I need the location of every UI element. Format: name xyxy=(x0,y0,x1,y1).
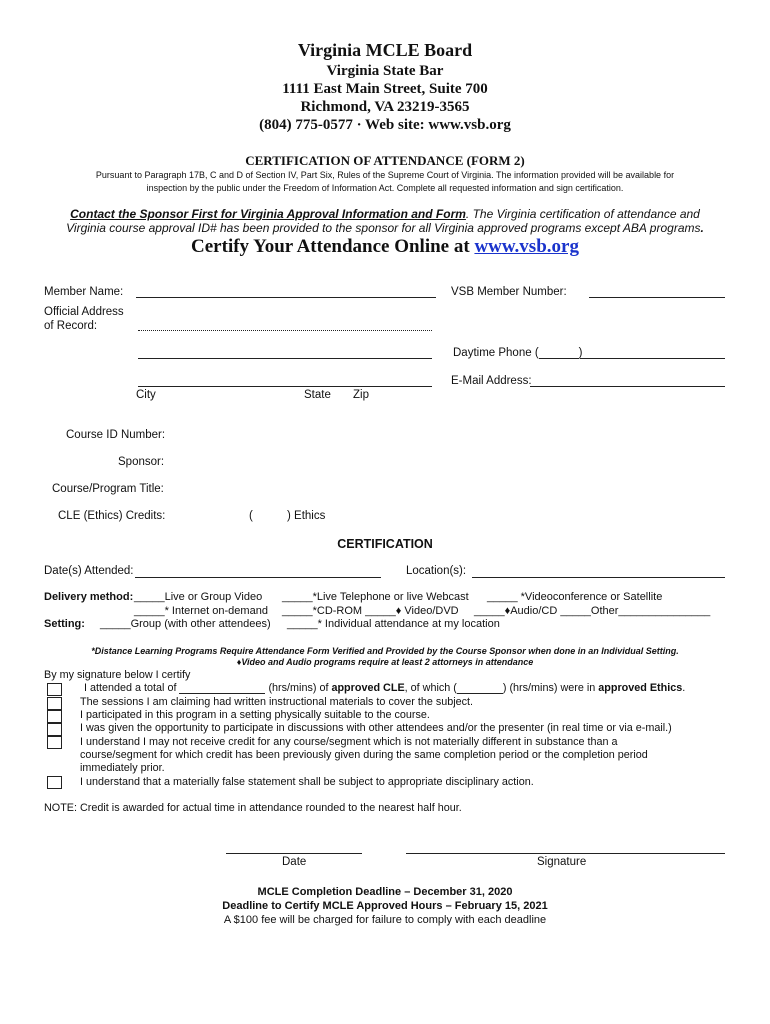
cert-item-credit-line-3: immediately prior. xyxy=(80,762,165,774)
member-name-field[interactable] xyxy=(136,297,436,298)
cert-item-attended-total xyxy=(84,682,685,694)
vsb-number-field[interactable] xyxy=(589,297,725,298)
delivery-cdrom-video-dvd[interactable]: _____*CD-ROM _____♦ Video/DVD xyxy=(282,605,459,617)
cert-item-participation: I was given the opportunity to participate in discussions with other attendees and/or the presenter (in real time or via e-mail.) xyxy=(80,722,672,734)
cert-item-1-text-b: (hrs/mins) of xyxy=(265,682,332,694)
email-label: E-Mail Address: xyxy=(451,375,532,387)
sponsor-notice-rest: . The Virginia certification of attendance and xyxy=(465,207,700,221)
preamble-line-2: inspection by the public under the Freedom of Information Act. Complete all requested information and sign certification. xyxy=(146,183,624,193)
sponsor-notice-emphasis: Contact the Sponsor First for Virginia Approval Information and Form xyxy=(70,207,466,221)
date-signature-field[interactable] xyxy=(226,853,362,854)
checkbox-suitable-setting[interactable] xyxy=(47,710,62,723)
street-address: 1111 East Main Street, Suite 700 xyxy=(282,81,488,97)
approved-cle-text: approved CLE xyxy=(331,682,405,694)
sponsor-notice-line-2 xyxy=(0,221,770,235)
ethics-hours-field[interactable] xyxy=(457,682,503,694)
setting-label: Setting: xyxy=(44,618,85,630)
sponsor-label: Sponsor: xyxy=(118,456,165,468)
checkbox-instructional-materials[interactable] xyxy=(47,697,62,710)
course-id-label: Course ID Number: xyxy=(66,429,166,441)
org-name: Virginia State Bar xyxy=(326,63,444,79)
daytime-phone-text: Daytime Phone ( xyxy=(453,347,539,359)
board-title: Virginia MCLE Board xyxy=(297,40,473,60)
sponsor-notice-period: . xyxy=(700,221,704,235)
daytime-phone-field[interactable] xyxy=(580,358,725,359)
checkbox-participation-opportunity[interactable] xyxy=(47,723,62,736)
sponsor-notice-line-2-text: Virginia course approval ID# has been provided to the sponsor for all Virginia approved programs except ABA programs xyxy=(66,221,701,235)
delivery-live-telephone-webcast[interactable]: _____*Live Telephone or live Webcast xyxy=(282,591,469,603)
sponsor-notice-line-1 xyxy=(0,207,770,221)
cert-item-1-text-e: . xyxy=(682,682,686,694)
cert-item-materials: The sessions I am claiming had written instructional materials to cover the subject. xyxy=(80,696,474,708)
delivery-live-group-video[interactable]: _____Live or Group Video xyxy=(134,591,263,603)
city-caption: City xyxy=(136,389,156,401)
cert-item-setting: I participated in this program in a setting physically suitable to the course. xyxy=(80,709,430,721)
cert-item-1-text-d: ) (hrs/mins) were in xyxy=(502,682,599,694)
contact-line: (804) 775-0577 · Web site: www.vsb.org xyxy=(259,117,511,133)
daytime-phone-close: ) xyxy=(578,347,583,359)
cert-item-credit-line-1: I understand I may not receive credit for any course/segment which is not materially different in substance than a xyxy=(80,736,618,748)
total-hours-field[interactable] xyxy=(179,682,265,694)
city-address: Richmond, VA 23219-3565 xyxy=(300,99,470,115)
address-line-2-field[interactable] xyxy=(138,358,432,359)
delivery-audio-cd-other[interactable]: _____♦Audio/CD _____Other_______________ xyxy=(474,605,711,617)
form-title: CERTIFICATION OF ATTENDANCE (FORM 2) xyxy=(245,153,525,168)
zip-caption: Zip xyxy=(353,389,369,401)
setting-group[interactable]: _____Group (with other attendees) xyxy=(100,618,271,630)
area-code-field[interactable] xyxy=(539,347,579,359)
vsb-number-label: VSB Member Number: xyxy=(451,286,567,298)
completion-deadline: MCLE Completion Deadline – December 31, 2020 xyxy=(257,886,513,898)
city-state-zip-field[interactable] xyxy=(138,386,432,387)
delivery-videoconference-satellite[interactable]: _____ *Videoconference or Satellite xyxy=(487,591,663,603)
dates-attended-field[interactable] xyxy=(135,577,381,578)
certify-online-heading xyxy=(0,236,770,258)
preamble-line-1: Pursuant to Paragraph 17B, C and D of Section IV, Part Six, Rules of the Supreme Court of Virginia. The information provided will be available for xyxy=(95,170,675,180)
dates-attended-label: Date(s) Attended: xyxy=(44,565,134,577)
credit-note: NOTE: Credit is awarded for actual time in attendance rounded to the nearest half hour. xyxy=(44,802,462,814)
late-fee-notice: A $100 fee will be charged for failure to comply with each deadline xyxy=(223,914,547,926)
location-field[interactable] xyxy=(472,577,725,578)
daytime-phone-label xyxy=(453,347,583,359)
delivery-internet-on-demand[interactable]: _____* Internet on-demand xyxy=(134,605,268,617)
delivery-method-label: Delivery method: xyxy=(44,591,134,603)
email-field[interactable] xyxy=(530,386,725,387)
vsb-website-link[interactable]: www.vsb.org xyxy=(474,236,579,257)
certify-online-text: Certify Your Attendance Online at xyxy=(191,236,475,257)
setting-individual[interactable]: _____* Individual attendance at my location xyxy=(287,618,500,630)
state-caption: State xyxy=(304,389,331,401)
location-label: Location(s): xyxy=(406,565,467,577)
address-line-1-field[interactable] xyxy=(138,330,432,331)
checkbox-attended-total[interactable] xyxy=(47,683,62,696)
cert-item-credit-line-2: course/segment for which credit has been previously given during the same completion period or the completion period xyxy=(80,749,648,761)
cert-item-false-statement: I understand that a materially false statement shall be subject to appropriate disciplinary action. xyxy=(80,776,534,788)
video-audio-note: ♦Video and Audio programs require at least 2 attorneys in attendance xyxy=(236,657,534,667)
date-caption: Date xyxy=(282,856,307,868)
distance-learning-note: *Distance Learning Programs Require Attendance Form Verified and Provided by the Course Sponsor when done in an Individual Setting. xyxy=(91,646,679,656)
address-label-2: of Record: xyxy=(44,320,98,332)
certify-intro: By my signature below I certify xyxy=(44,669,191,681)
approved-ethics-text: approved Ethics xyxy=(598,682,683,694)
ethics-credits-label: ) Ethics xyxy=(287,510,326,522)
ethics-open-paren: ( xyxy=(249,510,253,522)
certify-deadline: Deadline to Certify MCLE Approved Hours – February 15, 2021 xyxy=(222,900,548,912)
signature-caption: Signature xyxy=(537,856,587,868)
member-name-label: Member Name: xyxy=(44,286,124,298)
checkbox-false-statement[interactable] xyxy=(47,776,62,789)
signature-field[interactable] xyxy=(406,853,725,854)
course-title-label: Course/Program Title: xyxy=(52,483,164,495)
address-label-1: Official Address xyxy=(44,306,124,318)
cert-item-1-text-a: I attended a total of xyxy=(84,682,180,694)
certification-heading: CERTIFICATION xyxy=(337,537,433,551)
cle-credits-label: CLE (Ethics) Credits: xyxy=(58,510,166,522)
cert-item-1-text-c: , of which ( xyxy=(404,682,457,694)
checkbox-no-duplicate-credit[interactable] xyxy=(47,736,62,749)
